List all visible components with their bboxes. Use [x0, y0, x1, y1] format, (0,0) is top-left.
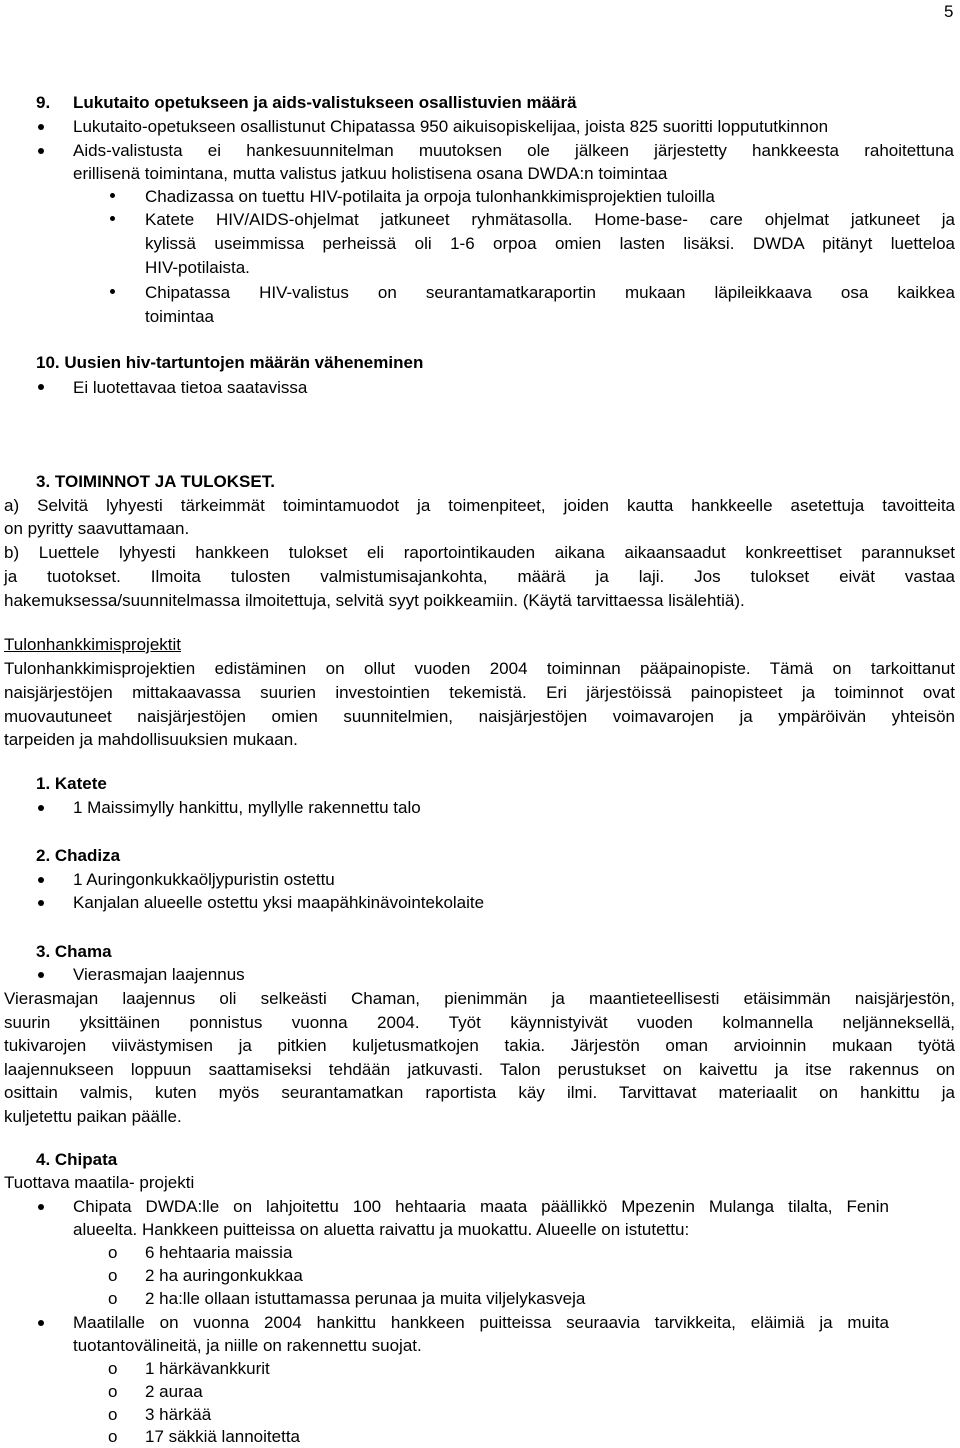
section-3-b-line-1: b) Luettele lyhyesti hankkeen tulokset eli raportointikauden aikana aikaansaadut konkreettiset parannukset — [4, 543, 955, 562]
katete-bullet-1: 1 Maissimylly hankittu, myllylle rakennettu talo — [73, 798, 421, 817]
chipata-equipment-item: 3 härkää — [145, 1405, 212, 1424]
page-number: 5 — [944, 2, 954, 21]
sub-bullet-icon — [110, 193, 115, 198]
bullet-icon — [38, 805, 44, 811]
chama-heading: 3. Chama — [36, 942, 112, 961]
chipata-equipment-item: 17 säkkiä lannoitetta — [145, 1427, 300, 1446]
section-9-subbullet-1: Chadizassa on tuettu HIV-potilaita ja orpoja tulonhankkimisprojektien tuloilla — [145, 187, 715, 206]
chipata-planted-item: 2 ha:lle ollaan istuttamassa perunaa ja muita viljelykasveja — [145, 1289, 586, 1308]
section-3-a-line-1: a) Selvitä lyhyesti tärkeimmät toimintamuodot ja toimenpiteet, joiden kautta hankkeelle asetettuja tavoitteita — [4, 496, 955, 515]
circle-bullet-icon: o — [108, 1382, 118, 1401]
section-3-heading: 3. TOIMINNOT JA TULOKSET. — [36, 472, 275, 491]
section-9-bullet-1: Lukutaito-opetukseen osallistunut Chipatassa 950 aikuisopiskelijaa, joista 825 suoritti loppututkinnon — [73, 117, 829, 136]
chama-paragraph-line-5: osittain valmis, kuten myös seurantamatkan raportista käy ilmi. Tarvittavat materiaalit on hankittu ja — [4, 1083, 955, 1102]
circle-bullet-icon: o — [108, 1405, 118, 1424]
chipata-subtitle: Tuottava maatila- projekti — [4, 1173, 195, 1192]
section-9-subbullet-3-line-1: Chipatassa HIV-valistus on seurantamatkaraportin mukaan läpileikkaava osa kaikkea — [145, 283, 955, 302]
chadiza-bullet-2: Kanjalan alueelle ostettu yksi maapähkinävointekolaite — [73, 893, 485, 912]
circle-bullet-icon: o — [108, 1359, 118, 1378]
tulon-paragraph-line-2: naisjärjestöjen mittakaavassa suurien investointien tekemistä. Eri järjestöissä painopisteet ja toiminnot ovat — [4, 683, 955, 702]
section-9-number: 9. — [36, 93, 51, 112]
chadiza-bullet-1: 1 Auringonkukkaöljypuristin ostettu — [73, 870, 335, 889]
bullet-icon — [38, 148, 44, 154]
chama-paragraph-line-1: Vierasmajan laajennus oli selkeästi Chaman, pienimmän ja maantieteellisesti etäisimmän naisjärjestön, — [4, 989, 955, 1008]
chama-paragraph-line-4: laajennukseen loppuun saattamiseksi tehdään jatkuvasti. Talon perustukset on kaivettu ja itse rakennus on — [4, 1060, 955, 1079]
sub-bullet-icon — [110, 289, 115, 294]
section-9-heading: Lukutaito opetukseen ja aids-valistukseen osallistuvien määrä — [73, 93, 577, 112]
tulon-title: Tulonhankkimisprojektit — [4, 635, 181, 654]
section-3-a-line-2: on pyritty saavuttamaan. — [4, 519, 190, 538]
section-10-bullet-1: Ei luotettavaa tietoa saatavissa — [73, 378, 308, 397]
chama-paragraph-line-3: tukivarojen viivästymisen ja pitkien kuljetusmatkojen takia. Järjestön oman arvioinnin mukaan työtä — [4, 1036, 955, 1055]
chipata-bullet-2-line-2: tuotantovälineitä, ja niille on rakennettu suojat. — [73, 1336, 422, 1355]
chipata-planted-item: 6 hehtaaria maissia — [145, 1243, 293, 1262]
tulon-paragraph-line-3: muovautuneet naisjärjestöjen omien suunnitelmien, naisjärjestöjen voimavarojen ja ympäröivän yhteisön — [4, 707, 955, 726]
bullet-icon — [38, 1204, 44, 1210]
circle-bullet-icon: o — [108, 1266, 118, 1285]
bullet-icon — [38, 384, 44, 390]
bullet-icon — [38, 877, 44, 883]
section-3-b-line-3: hakemuksessa/suunnitelmassa ilmoitettuja, selvitä syyt poikkeamiin. (Käytä tarvittaessa lisälehtiä). — [4, 591, 745, 610]
chadiza-heading: 2. Chadiza — [36, 846, 121, 865]
chipata-equipment-item: 2 auraa — [145, 1382, 203, 1401]
chipata-bullet-1-line-2: alueelta. Hankkeen puitteissa on aluetta raivattu ja muokattu. Alueelle on istutettu: — [73, 1220, 690, 1239]
section-10-heading: 10. Uusien hiv-tartuntojen määrän väheneminen — [36, 353, 424, 372]
circle-bullet-icon: o — [108, 1243, 118, 1262]
bullet-icon — [38, 124, 44, 130]
section-9-bullet-2-line-1: Aids-valistusta ei hankesuunnitelman muutoksen ole jälkeen järjestetty hankkeesta rahoitettuna — [73, 141, 954, 160]
section-9-subbullet-2-line-1: Katete HIV/AIDS-ohjelmat jatkuneet ryhmätasolla. Home-base- care ohjelmat jatkuneet ja — [145, 210, 955, 229]
circle-bullet-icon: o — [108, 1427, 118, 1446]
sub-bullet-icon — [110, 216, 115, 221]
circle-bullet-icon: o — [108, 1289, 118, 1308]
chama-paragraph-line-2: suurin yksittäinen ponnistus vuonna 2004. Työt käynnistyivät vuoden kolmannella neljänneksellä, — [4, 1013, 955, 1032]
bullet-icon — [38, 1320, 44, 1326]
chama-paragraph-line-6: kuljetettu paikan päälle. — [4, 1107, 182, 1126]
katete-heading: 1. Katete — [36, 774, 107, 793]
section-9-subbullet-2-line-2: kylissä useimmissa perheissä oli 1-6 orpoa omien lasten lisäksi. DWDA pitänyt luetteloa — [145, 234, 955, 253]
tulon-paragraph-line-4: tarpeiden ja mahdollisuuksien mukaan. — [4, 730, 298, 749]
chipata-bullet-1-line-1: Chipata DWDA:lle on lahjoitettu 100 hehtaaria maata päällikkö Mpezenin Mulanga tilalta, Fenin — [73, 1197, 889, 1216]
bullet-icon — [38, 900, 44, 906]
section-9-subbullet-2-line-3: HIV-potilaista. — [145, 258, 250, 277]
tulon-paragraph-line-1: Tulonhankkimisprojektien edistäminen on ollut vuoden 2004 toiminnan pääpainopiste. Tämä on tarkoittanut — [4, 659, 955, 678]
section-9-bullet-2-line-2: erillisenä toimintana, mutta valistus jatkuu holistisena osana DWDA:n toimintaa — [73, 164, 668, 183]
section-3-b-line-2: ja tuotokset. Ilmoita tulosten valmistumisajankohta, määrä ja laji. Jos tulokset eivät vastaa — [4, 567, 955, 586]
chipata-planted-item: 2 ha auringonkukkaa — [145, 1266, 303, 1285]
chipata-equipment-item: 1 härkävankkurit — [145, 1359, 270, 1378]
section-9-subbullet-3-line-2: toimintaa — [145, 307, 214, 326]
chipata-bullet-2-line-1: Maatilalle on vuonna 2004 hankittu hankkeen puitteissa seuraavia tarvikkeita, eläimiä ja muita — [73, 1313, 889, 1332]
chama-bullet-1: Vierasmajan laajennus — [73, 965, 245, 984]
chipata-heading: 4. Chipata — [36, 1150, 118, 1169]
bullet-icon — [38, 972, 44, 978]
